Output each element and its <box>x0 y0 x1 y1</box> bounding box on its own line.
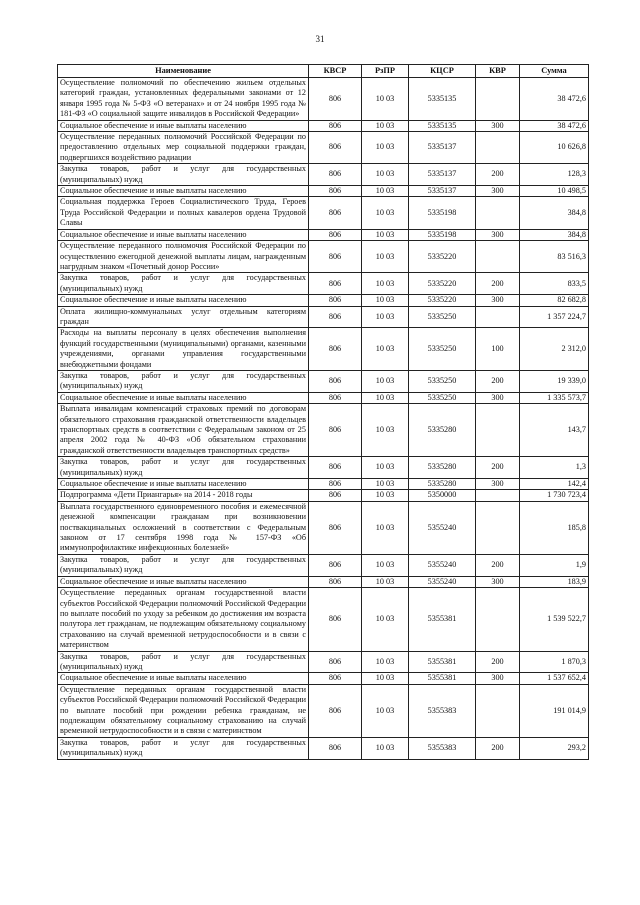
cell-sum: 384,8 <box>520 229 589 240</box>
cell-rzpr: 10 03 <box>362 328 409 371</box>
cell-rzpr: 10 03 <box>362 501 409 554</box>
cell-name: Социальное обеспечение и иные выплаты населению <box>58 576 309 587</box>
cell-name: Осуществление переданного полномочия Российской Федерации по осуществлению ежегодной денежной выплаты лицам, награжденным нагрудным знаком «Почетный донор России» <box>58 241 309 273</box>
cell-kvr: 300 <box>476 576 520 587</box>
cell-kvr: 300 <box>476 479 520 490</box>
cell-kcsr: 5355381 <box>409 588 476 651</box>
cell-kvsr: 806 <box>309 588 362 651</box>
cell-kvsr: 806 <box>309 120 362 131</box>
cell-kvr: 100 <box>476 328 520 371</box>
cell-kvsr: 806 <box>309 241 362 273</box>
cell-kvsr: 806 <box>309 479 362 490</box>
cell-kcsr: 5335250 <box>409 328 476 371</box>
header-kvsr: КВСР <box>309 65 362 78</box>
cell-kvsr: 806 <box>309 576 362 587</box>
cell-name: Оплата жилищно-коммунальных услуг отдельным категориям граждан <box>58 306 309 328</box>
cell-kcsr: 5335220 <box>409 295 476 306</box>
table-row <box>58 229 589 240</box>
cell-kvr: 200 <box>476 651 520 673</box>
cell-kvsr: 806 <box>309 186 362 197</box>
table-row <box>58 588 589 651</box>
table-row <box>58 241 589 273</box>
cell-kvsr: 806 <box>309 229 362 240</box>
cell-kcsr: 5355240 <box>409 554 476 576</box>
cell-kvsr: 806 <box>309 684 362 737</box>
header-kcsr: КЦСР <box>409 65 476 78</box>
cell-name: Социальная поддержка Героев Социалистического Труда, Героев Труда Российской Федерации и полных кавалеров ордена Трудовой Славы <box>58 197 309 229</box>
cell-sum: 38 472,6 <box>520 78 589 121</box>
cell-kvsr: 806 <box>309 78 362 121</box>
cell-name: Выплата инвалидам компенсаций страховых премий по договорам обязательного страхования гражданской ответственности владельцев транспортных средств в соответствии с Федеральным законом от 25 апреля 2002 года № 40-ФЗ «Об обязательном страховании гражданской ответственности владельцев транспортных средств» <box>58 404 309 457</box>
cell-sum: 384,8 <box>520 197 589 229</box>
cell-sum: 833,5 <box>520 273 589 295</box>
cell-rzpr: 10 03 <box>362 392 409 403</box>
cell-kcsr: 5355240 <box>409 501 476 554</box>
cell-kvr: 200 <box>476 554 520 576</box>
cell-kcsr: 5355383 <box>409 737 476 759</box>
cell-kcsr: 5335137 <box>409 132 476 164</box>
cell-kvsr: 806 <box>309 651 362 673</box>
cell-sum: 1 730 723,4 <box>520 490 589 501</box>
cell-name: Социальное обеспечение и иные выплаты населению <box>58 392 309 403</box>
cell-kcsr: 5335220 <box>409 241 476 273</box>
cell-rzpr: 10 03 <box>362 490 409 501</box>
table-row <box>58 479 589 490</box>
cell-name: Социальное обеспечение и иные выплаты населению <box>58 229 309 240</box>
cell-sum: 183,9 <box>520 576 589 587</box>
cell-kvr: 300 <box>476 673 520 684</box>
cell-rzpr: 10 03 <box>362 737 409 759</box>
cell-name: Закупка товаров, работ и услуг для государственных (муниципальных) нужд <box>58 370 309 392</box>
cell-kvsr: 806 <box>309 328 362 371</box>
cell-sum: 143,7 <box>520 404 589 457</box>
cell-sum: 1 335 573,7 <box>520 392 589 403</box>
cell-sum: 1 539 522,7 <box>520 588 589 651</box>
cell-name: Социальное обеспечение и иные выплаты населению <box>58 120 309 131</box>
table-row <box>58 490 589 501</box>
cell-rzpr: 10 03 <box>362 120 409 131</box>
cell-rzpr: 10 03 <box>362 479 409 490</box>
cell-name: Социальное обеспечение и иные выплаты населению <box>58 479 309 490</box>
cell-kvr: 300 <box>476 186 520 197</box>
cell-name: Расходы на выплаты персоналу в целях обеспечения выполнения функций государственными (муниципальными) органами, казенными учреждениями, органами управления государственными внебюджетными фондами <box>58 328 309 371</box>
cell-rzpr: 10 03 <box>362 673 409 684</box>
header-sum: Сумма <box>520 65 589 78</box>
cell-name: Закупка товаров, работ и услуг для государственных (муниципальных) нужд <box>58 273 309 295</box>
cell-kvsr: 806 <box>309 501 362 554</box>
cell-kcsr: 5335220 <box>409 273 476 295</box>
table-row <box>58 370 589 392</box>
cell-kvr: 200 <box>476 737 520 759</box>
cell-kcsr: 5335250 <box>409 392 476 403</box>
header-kvr: КВР <box>476 65 520 78</box>
cell-kvr <box>476 306 520 328</box>
cell-name: Осуществление полномочий по обеспечению жильем отдельных категорий граждан, установленных федеральными законами от 12 января 1995 года № 5-ФЗ «О ветеранах» и от 24 ноября 1995 года № 181-ФЗ «О социальной защите инвалидов в Российской Федерации» <box>58 78 309 121</box>
table-row <box>58 78 589 121</box>
cell-kvr <box>476 684 520 737</box>
cell-kvr <box>476 78 520 121</box>
cell-name: Закупка товаров, работ и услуг для государственных (муниципальных) нужд <box>58 651 309 673</box>
cell-kvsr: 806 <box>309 404 362 457</box>
cell-rzpr: 10 03 <box>362 273 409 295</box>
cell-rzpr: 10 03 <box>362 370 409 392</box>
cell-rzpr: 10 03 <box>362 186 409 197</box>
cell-kcsr: 5335280 <box>409 457 476 479</box>
cell-sum: 1 537 652,4 <box>520 673 589 684</box>
table-row <box>58 554 589 576</box>
cell-kvr: 300 <box>476 229 520 240</box>
cell-name: Социальное обеспечение и иные выплаты населению <box>58 673 309 684</box>
cell-rzpr: 10 03 <box>362 651 409 673</box>
cell-kvr: 300 <box>476 295 520 306</box>
cell-rzpr: 10 03 <box>362 229 409 240</box>
table-row <box>58 392 589 403</box>
cell-kvr: 200 <box>476 370 520 392</box>
cell-kvr <box>476 501 520 554</box>
cell-rzpr: 10 03 <box>362 404 409 457</box>
cell-kvsr: 806 <box>309 392 362 403</box>
table-row <box>58 684 589 737</box>
table-row <box>58 576 589 587</box>
cell-rzpr: 10 03 <box>362 241 409 273</box>
cell-sum: 191 014,9 <box>520 684 589 737</box>
cell-sum: 10 498,5 <box>520 186 589 197</box>
cell-sum: 83 516,3 <box>520 241 589 273</box>
cell-name: Социальное обеспечение и иные выплаты населению <box>58 186 309 197</box>
cell-name: Осуществление переданных полномочий Российской Федерации по предоставлению отдельных мер социальной поддержки граждан, подвергшихся воздействию радиации <box>58 132 309 164</box>
cell-kcsr: 5335137 <box>409 164 476 186</box>
cell-kvsr: 806 <box>309 132 362 164</box>
cell-rzpr: 10 03 <box>362 554 409 576</box>
cell-rzpr: 10 03 <box>362 78 409 121</box>
cell-kvsr: 806 <box>309 737 362 759</box>
table-row <box>58 186 589 197</box>
cell-kvsr: 806 <box>309 306 362 328</box>
cell-kcsr: 5335280 <box>409 404 476 457</box>
cell-kcsr: 5335135 <box>409 120 476 131</box>
cell-kvr <box>476 404 520 457</box>
table-row <box>58 273 589 295</box>
cell-name: Социальное обеспечение и иные выплаты населению <box>58 295 309 306</box>
table-row <box>58 120 589 131</box>
table-row <box>58 306 589 328</box>
table-row <box>58 737 589 759</box>
cell-sum: 1,9 <box>520 554 589 576</box>
cell-kcsr: 5335137 <box>409 186 476 197</box>
cell-name: Подпрограмма «Дети Приангарья» на 2014 - 2018 годы <box>58 490 309 501</box>
cell-kcsr: 5335250 <box>409 306 476 328</box>
cell-sum: 19 339,0 <box>520 370 589 392</box>
cell-kvr: 300 <box>476 120 520 131</box>
cell-sum: 10 626,8 <box>520 132 589 164</box>
cell-rzpr: 10 03 <box>362 684 409 737</box>
cell-kcsr: 5335280 <box>409 479 476 490</box>
cell-kcsr: 5355381 <box>409 673 476 684</box>
cell-kcsr: 5355240 <box>409 576 476 587</box>
cell-kvsr: 806 <box>309 457 362 479</box>
header-name: Наименование <box>58 65 309 78</box>
cell-name: Выплата государственного единовременного пособия и ежемесячной денежной компенсации гражданам при возникновении поствакцинальных осложнений в соответствии с Федеральным законом от 17 сентября 1998 года № 157-ФЗ «Об иммунопрофилактике инфекционных болезней» <box>58 501 309 554</box>
cell-kcsr: 5335198 <box>409 197 476 229</box>
cell-kvsr: 806 <box>309 673 362 684</box>
cell-kvsr: 806 <box>309 554 362 576</box>
cell-kcsr: 5335198 <box>409 229 476 240</box>
cell-kvr <box>476 197 520 229</box>
cell-sum: 293,2 <box>520 737 589 759</box>
cell-kvr: 200 <box>476 273 520 295</box>
cell-kvr: 200 <box>476 457 520 479</box>
table-row <box>58 164 589 186</box>
table-row <box>58 457 589 479</box>
cell-kvr <box>476 588 520 651</box>
cell-name: Осуществление переданных органам государственной власти субъектов Российской Федерации полномочий Российской Федерации по выплате пособий по уходу за ребенком до достижения им возраста полутора лет гражданам, не подлежащим обязательному социальному страхованию на случай временной нетрудоспособности и в связи с материнством <box>58 588 309 651</box>
cell-kvsr: 806 <box>309 197 362 229</box>
table-row <box>58 132 589 164</box>
cell-kvr: 300 <box>476 392 520 403</box>
cell-rzpr: 10 03 <box>362 197 409 229</box>
cell-name: Осуществление переданных органам государственной власти субъектов Российской Федерации полномочий Российской Федерации по выплате пособий при рождении ребенка гражданам, не подлежащим обязательному социальному страхованию на случай временной нетрудоспособности и в связи с материнством <box>58 684 309 737</box>
cell-rzpr: 10 03 <box>362 306 409 328</box>
table-row <box>58 404 589 457</box>
cell-sum: 38 472,6 <box>520 120 589 131</box>
cell-rzpr: 10 03 <box>362 576 409 587</box>
cell-sum: 82 682,8 <box>520 295 589 306</box>
table-row <box>58 197 589 229</box>
cell-kvsr: 806 <box>309 273 362 295</box>
cell-kcsr: 5335135 <box>409 78 476 121</box>
cell-kvsr: 806 <box>309 295 362 306</box>
cell-sum: 1,3 <box>520 457 589 479</box>
table-row <box>58 501 589 554</box>
table-row <box>58 673 589 684</box>
cell-rzpr: 10 03 <box>362 164 409 186</box>
cell-kcsr: 5350000 <box>409 490 476 501</box>
table-row <box>58 295 589 306</box>
table-header-row <box>58 65 589 78</box>
budget-table <box>57 64 589 760</box>
cell-kvr <box>476 132 520 164</box>
cell-kvr <box>476 241 520 273</box>
cell-kvr: 200 <box>476 164 520 186</box>
cell-name: Закупка товаров, работ и услуг для государственных (муниципальных) нужд <box>58 737 309 759</box>
cell-name: Закупка товаров, работ и услуг для государственных (муниципальных) нужд <box>58 457 309 479</box>
cell-rzpr: 10 03 <box>362 457 409 479</box>
page-number: 31 <box>315 34 325 44</box>
table-body <box>58 78 589 760</box>
cell-sum: 1 357 224,7 <box>520 306 589 328</box>
cell-kcsr: 5355381 <box>409 651 476 673</box>
cell-rzpr: 10 03 <box>362 295 409 306</box>
cell-rzpr: 10 03 <box>362 132 409 164</box>
table-row <box>58 651 589 673</box>
cell-rzpr: 10 03 <box>362 588 409 651</box>
cell-sum: 185,8 <box>520 501 589 554</box>
table-row <box>58 328 589 371</box>
header-rzpr: РзПР <box>362 65 409 78</box>
cell-kvsr: 806 <box>309 490 362 501</box>
cell-kcsr: 5355383 <box>409 684 476 737</box>
cell-kvsr: 806 <box>309 370 362 392</box>
cell-kvr <box>476 490 520 501</box>
cell-sum: 1 870,3 <box>520 651 589 673</box>
cell-name: Закупка товаров, работ и услуг для государственных (муниципальных) нужд <box>58 164 309 186</box>
cell-sum: 2 312,0 <box>520 328 589 371</box>
cell-kvsr: 806 <box>309 164 362 186</box>
cell-sum: 142,4 <box>520 479 589 490</box>
cell-sum: 128,3 <box>520 164 589 186</box>
cell-name: Закупка товаров, работ и услуг для государственных (муниципальных) нужд <box>58 554 309 576</box>
cell-kcsr: 5335250 <box>409 370 476 392</box>
